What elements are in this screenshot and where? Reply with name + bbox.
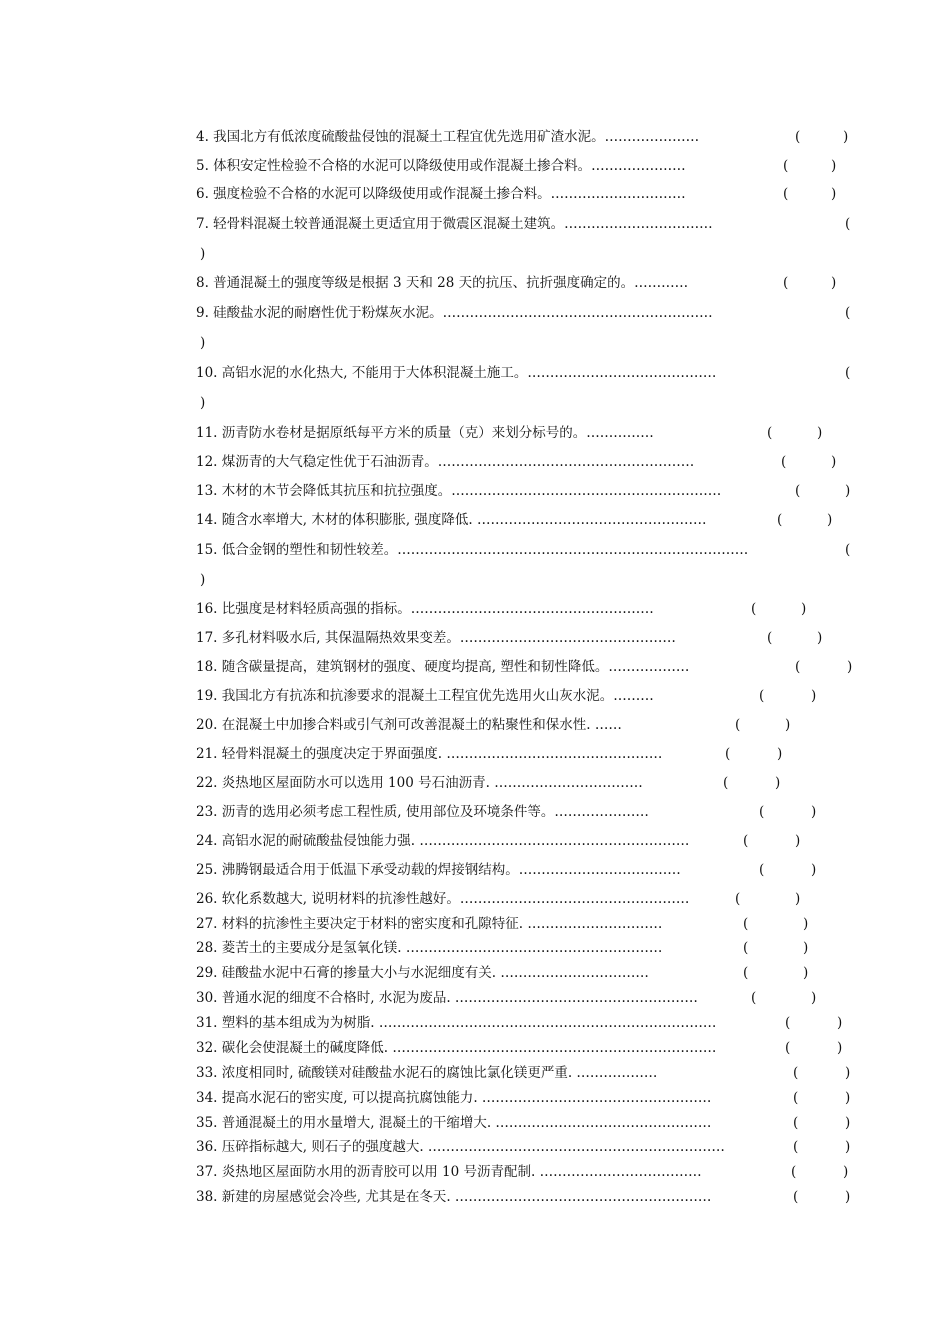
question-text: 29. 硅酸盐水泥中石膏的掺量大小与水泥细度有关. …………………………… (196, 965, 649, 981)
question-line (196, 1087, 856, 1109)
answer-blank-close: ) (845, 1189, 851, 1205)
answer-blank-open: ( (743, 916, 749, 932)
question-line (196, 272, 856, 294)
question-text: 16. 比强度是材料轻质高强的指标。……………………………………………… (196, 601, 654, 617)
answer-blank-open: ( (785, 1040, 791, 1056)
question-line (196, 1112, 856, 1134)
question-text: 31. 塑料的基本组成为为树脂. ………………………………………………………………… (196, 1015, 717, 1031)
question-line (196, 913, 856, 935)
question-text: 34. 提高水泥石的密实度, 可以提高抗腐蚀能力. …………………………………………… (196, 1090, 712, 1106)
question-line (196, 509, 856, 531)
question-text: 20. 在混凝土中加掺合料或引气剂可改善混凝土的粘聚性和保水性. …… (196, 717, 622, 733)
answer-blank-open: ( (735, 891, 741, 907)
answer-blank-close: ) (803, 965, 809, 981)
answer-blank-open: ( (767, 425, 773, 441)
question-line (196, 1037, 856, 1059)
question-text: 32. 碳化会使混凝土的碱度降低. ……………………………………………………………… (196, 1040, 717, 1056)
question-line (196, 480, 856, 502)
question-line (196, 539, 856, 561)
question-line (196, 830, 856, 852)
answer-blank-close: ) (775, 775, 781, 791)
question-line (196, 743, 856, 765)
question-line (196, 859, 856, 881)
question-line (196, 772, 856, 794)
answer-blank-open: ( (743, 965, 749, 981)
question-line (196, 1186, 856, 1208)
answer-blank-close: ) (845, 1139, 851, 1155)
answer-blank-close: ) (803, 916, 809, 932)
answer-blank-open: ( (845, 216, 851, 232)
question-line (196, 213, 856, 235)
answer-blank-open: ( (783, 186, 789, 202)
answer-blank-close: ) (831, 158, 837, 174)
question-line (196, 1012, 856, 1034)
answer-blank-open: ( (723, 775, 729, 791)
question-line (196, 1062, 856, 1084)
answer-blank-open: ( (725, 746, 731, 762)
answer-blank-close: ) (811, 688, 817, 704)
question-text: 25. 沸腾钢最适合用于低温下承受动载的焊接钢结构。……………………………… (196, 862, 681, 878)
answer-blank-close: ) (200, 335, 206, 351)
answer-blank-close: ) (811, 804, 817, 820)
answer-blank-open: ( (791, 1164, 797, 1180)
answer-blank-open: ( (777, 512, 783, 528)
answer-blank-close: ) (837, 1040, 843, 1056)
answer-blank-close: ) (845, 1065, 851, 1081)
answer-blank-close: ) (827, 512, 833, 528)
answer-blank-close: ) (831, 275, 837, 291)
question-line (196, 302, 856, 324)
answer-blank-open: ( (781, 454, 787, 470)
answer-blank-open: ( (783, 158, 789, 174)
answer-blank-open: ( (783, 275, 789, 291)
question-line (196, 937, 856, 959)
question-line (196, 627, 856, 649)
answer-blank-close: ) (843, 129, 849, 145)
answer-blank-open: ( (743, 940, 749, 956)
question-text: 21. 轻骨料混凝土的强度决定于界面强度. ………………………………………… (196, 746, 663, 762)
answer-blank-open: ( (785, 1015, 791, 1031)
question-text: 22. 炎热地区屋面防水可以选用 100 号石油沥青. …………………………… (196, 775, 643, 791)
answer-blank-open: ( (751, 990, 757, 1006)
question-text: 8. 普通混凝土的强度等级是根据 3 天和 28 天的抗压、抗折强度确定的。………… (196, 275, 689, 291)
answer-blank-close: ) (831, 454, 837, 470)
question-text: 18. 随含碳量提高，建筑钢材的强度、硬度均提高, 塑性和韧性降低。……………… (196, 659, 690, 675)
answer-blank-open: ( (759, 804, 765, 820)
answer-blank-open: ( (845, 305, 851, 321)
question-text: 11. 沥青防水卷材是据原纸每平方米的质量（克）来划分标号的。…………… (196, 425, 654, 441)
question-text: 35. 普通混凝土的用水量增大, 混凝土的干缩增大. ………………………………………… (196, 1115, 712, 1131)
question-line (196, 155, 856, 177)
question-line (196, 714, 856, 736)
question-text: 26. 软化系数越大, 说明材料的抗渗性越好。…………………………………………… (196, 891, 690, 907)
answer-blank-close: ) (817, 630, 823, 646)
answer-blank-close: ) (811, 990, 817, 1006)
answer-blank-open: ( (793, 1189, 799, 1205)
answer-blank-close: ) (785, 717, 791, 733)
answer-blank-open: ( (793, 1065, 799, 1081)
answer-blank-open: ( (793, 1115, 799, 1131)
answer-blank-close: ) (200, 246, 206, 262)
question-text: 36. 压碎指标越大, 则石子的强度越大. ………………………………………………………… (196, 1139, 725, 1155)
answer-blank-close: ) (817, 425, 823, 441)
answer-blank-close: ) (200, 572, 206, 588)
question-line (196, 451, 856, 473)
answer-blank-open: ( (759, 688, 765, 704)
answer-blank-close: ) (847, 659, 853, 675)
answer-blank-open: ( (795, 659, 801, 675)
question-line (196, 422, 856, 444)
answer-blank-open: ( (793, 1090, 799, 1106)
question-line (196, 656, 856, 678)
answer-blank-close: ) (200, 395, 206, 411)
answer-blank-close: ) (795, 891, 801, 907)
question-text: 9. 硅酸盐水泥的耐磨性优于粉煤灰水泥。…………………………………………………… (196, 305, 713, 321)
question-line (196, 1161, 856, 1183)
answer-blank-open: ( (845, 542, 851, 558)
question-text: 23. 沥青的选用必须考虑工程性质, 使用部位及环境条件等。………………… (196, 804, 649, 820)
question-text: 28. 菱苦土的主要成分是氢氧化镁. ………………………………………………… (196, 940, 663, 956)
answer-blank-open: ( (759, 862, 765, 878)
question-line (196, 362, 856, 384)
answer-blank-close: ) (845, 1115, 851, 1131)
question-line (196, 126, 856, 148)
question-text: 6. 强度检验不合格的水泥可以降级使用或作混凝土掺合料。………………………… (196, 186, 686, 202)
answer-blank-close: ) (831, 186, 837, 202)
question-text: 7. 轻骨料混凝土较普通混凝土更适宜用于微震区混凝土建筑。…………………………… (196, 216, 713, 232)
answer-blank-open: ( (735, 717, 741, 733)
answer-blank-close: ) (777, 746, 783, 762)
question-line (196, 1136, 856, 1158)
question-text: 5. 体积安定性检验不合格的水泥可以降级使用或作混凝土掺合料。………………… (196, 158, 686, 174)
answer-blank-close: ) (803, 940, 809, 956)
question-text: 14. 随含水率增大, 木材的体积膨胀, 强度降低. …………………………………………… (196, 512, 707, 528)
question-line (196, 685, 856, 707)
question-text: 24. 高铝水泥的耐硫酸盐侵蚀能力强. …………………………………………………… (196, 833, 690, 849)
question-text: 30. 普通水泥的细度不合格时, 水泥为废品. ……………………………………………… (196, 990, 698, 1006)
question-text: 37. 炎热地区屋面防水用的沥青胶可以用 10 号沥青配制. ……………………………… (196, 1164, 702, 1180)
question-text: 33. 浓度相同时, 硫酸镁对硅酸盐水泥石的腐蚀比氯化镁更严重. ……………… (196, 1065, 658, 1081)
question-line (196, 183, 856, 205)
question-line (196, 962, 856, 984)
question-text: 38. 新建的房屋感觉会冷些, 尤其是在冬天. ………………………………………………… (196, 1189, 712, 1205)
answer-blank-open: ( (795, 129, 801, 145)
question-text: 10. 高铝水泥的水化热大, 不能用于大体积混凝土施工。…………………………………… (196, 365, 717, 381)
question-text: 17. 多孔材料吸水后, 其保温隔热效果变差。………………………………………… (196, 630, 676, 646)
answer-blank-open: ( (767, 630, 773, 646)
answer-blank-open: ( (751, 601, 757, 617)
answer-blank-close: ) (845, 1090, 851, 1106)
question-text: 15. 低合金钢的塑性和韧性较差。…………………………………………………………………… (196, 542, 749, 558)
answer-blank-open: ( (793, 1139, 799, 1155)
answer-blank-close: ) (811, 862, 817, 878)
question-line (196, 598, 856, 620)
question-text: 12. 煤沥青的大气稳定性优于石油沥青。………………………………………………… (196, 454, 695, 470)
question-line (196, 888, 856, 910)
question-text: 4. 我国北方有低浓度硫酸盐侵蚀的混凝土工程宜优先选用矿渣水泥。………………… (196, 129, 700, 145)
answer-blank-close: ) (843, 1164, 849, 1180)
answer-blank-close: ) (837, 1015, 843, 1031)
answer-blank-close: ) (845, 483, 851, 499)
answer-blank-close: ) (801, 601, 807, 617)
question-text: 27. 材料的抗渗性主要决定于材料的密实度和孔隙特征. ………………………… (196, 916, 663, 932)
answer-blank-open: ( (845, 365, 851, 381)
answer-blank-open: ( (795, 483, 801, 499)
question-text: 19. 我国北方有抗冻和抗渗要求的混凝土工程宜优先选用火山灰水泥。……… (196, 688, 654, 704)
answer-blank-close: ) (795, 833, 801, 849)
question-line (196, 801, 856, 823)
question-line (196, 987, 856, 1009)
answer-blank-open: ( (743, 833, 749, 849)
question-text: 13. 木材的木节会降低其抗压和抗拉强度。…………………………………………………… (196, 483, 722, 499)
